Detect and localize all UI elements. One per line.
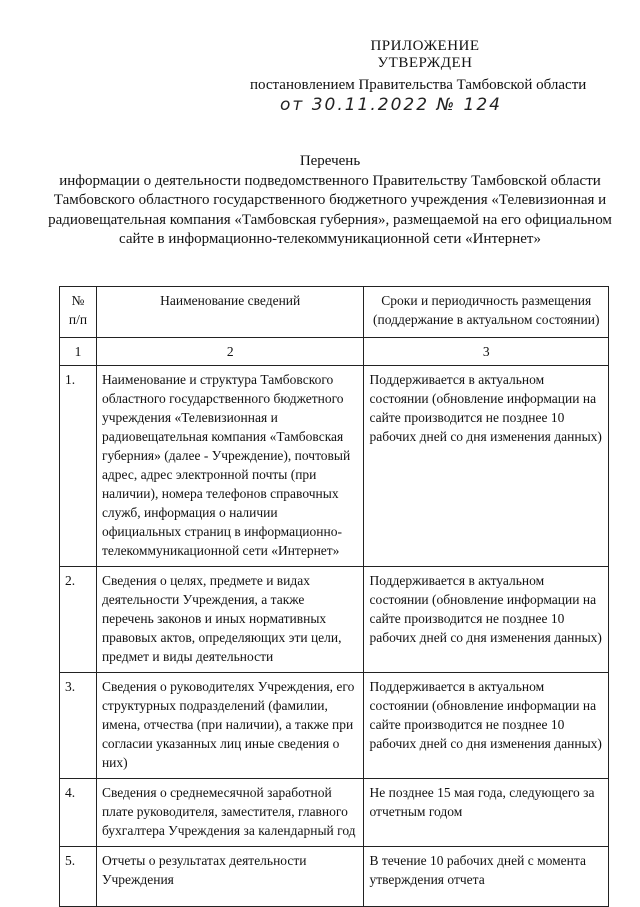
row-number: 1. xyxy=(60,366,97,567)
row-name: Сведения о среднемесячной заработной плате руководителя, заместителя, главного бухгалтера Учреждения за календарный год xyxy=(96,779,364,847)
handwritten-date-number: от 30.11.2022 № 124 xyxy=(280,95,502,115)
row-name: Сведения о руководителях Учреждения, его структурных подразделений (фамилии, имена, отчества (при наличии), а также при согласии указанных лиц иные сведения о них) xyxy=(96,673,364,779)
index-cell: 2 xyxy=(96,338,364,366)
row-term: Не позднее 15 мая года, следующего за отчетным годом xyxy=(364,779,609,847)
header-name: Наименование сведений xyxy=(96,287,364,338)
row-term: Поддерживается в актуальном состоянии (обновление информации на сайте производится не позднее 10 рабочих дней со дня изменения данных) xyxy=(364,567,609,673)
approval-header xyxy=(250,38,600,115)
row-name: Отчеты о результатах деятельности Учреждения xyxy=(96,847,364,907)
header-term: Сроки и периодичность размещения (поддержание в актуальном состоянии) xyxy=(364,287,609,338)
row-term: Поддерживается в актуальном состоянии (обновление информации на сайте производится не позднее 10 рабочих дней со дня изменения данных) xyxy=(364,673,609,779)
information-table xyxy=(59,286,609,907)
table-row xyxy=(60,567,609,673)
appendix-label: ПРИЛОЖЕНИЕ xyxy=(370,38,480,54)
row-term: Поддерживается в актуальном состоянии (обновление информации на сайте производится не позднее 10 рабочих дней со дня изменения данных) xyxy=(364,366,609,567)
table-index-row xyxy=(60,338,609,366)
row-number: 4. xyxy=(60,779,97,847)
table-row xyxy=(60,673,609,779)
title-heading: Перечень xyxy=(299,153,361,169)
row-number: 2. xyxy=(60,567,97,673)
header-num: № п/п xyxy=(60,287,97,338)
row-name: Сведения о целях, предмете и видах деятельности Учреждения, а также перечень законов и иных нормативных правовых актов, определяющих эти цели, предмет и виды деятельности xyxy=(96,567,364,673)
row-number: 5. xyxy=(60,847,97,907)
table-row xyxy=(60,779,609,847)
document-title xyxy=(40,152,620,250)
row-term: В течение 10 рабочих дней с момента утверждения отчета xyxy=(364,847,609,907)
index-cell: 3 xyxy=(364,338,609,366)
row-number: 3. xyxy=(60,673,97,779)
row-name: Наименование и структура Тамбовского областного государственного бюджетного учреждения «Телевизионная и радиовещательная компания «Тамбовская губерния» (далее - Учреждение), почтовый адрес, адрес электронной почты (при наличии), номера телефонов справочных служб, информация о наличии официальных страниц в информационно-телекоммуникационной сети «Интернет» xyxy=(96,366,364,567)
index-cell: 1 xyxy=(60,338,97,366)
title-body: информации о деятельности подведомственного Правительству Тамбовской области Тамбовского областного государственного бюджетного учреждения «Телевизионная и радиовещательная компания «Тамбовская губерния», размещаемой на его официальном сайте в информационно-телекоммуникационной сети «Интернет» xyxy=(48,172,612,247)
table-header-row xyxy=(60,287,609,338)
table-row xyxy=(60,847,609,907)
table-row xyxy=(60,366,609,567)
approved-label: УТВЕРЖДЕН xyxy=(377,55,473,71)
decree-line: постановлением Правительства Тамбовской области xyxy=(250,77,587,93)
